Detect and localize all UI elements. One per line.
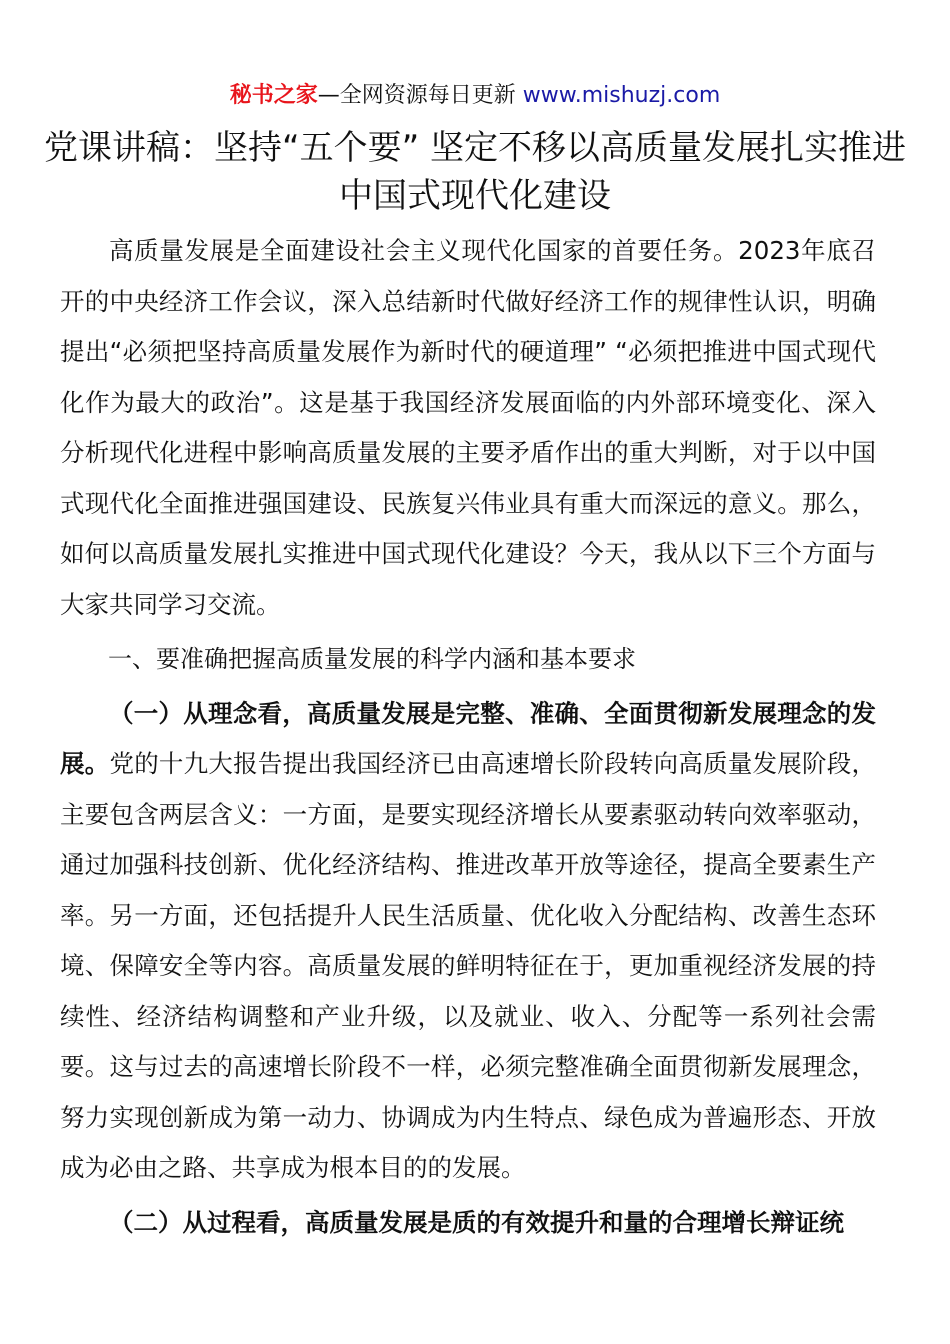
banner-tagline: —全网资源每日更新 <box>317 83 523 108</box>
section-heading: 一、要准确把握高质量发展的科学内涵和基本要求 <box>108 645 636 673</box>
document-title: 党课讲稿：坚持“五个要” 坚定不移以高质量发展扎实推进中国式现代化建设 <box>43 128 907 216</box>
banner-brand: 秘书之家 <box>229 83 318 108</box>
site-banner <box>0 80 950 112</box>
subsection-1-heading: （一）从理念看，高质量发展是完整、准确、全面贯彻新发展理念的发展。 <box>60 698 876 778</box>
subsection-1-paragraph <box>60 689 876 1194</box>
subsection-1-text: 党的十九大报告提出我国经济已由高速增长阶段转向高质量发展阶段，主要包含两层含义：一方面，是要实现经济增长从要素驱动转向效率驱动，通过加强科技创新、优化经济结构、推进改革开放等途径，提高全要素生产率。另一方面，还包括提升人民生活质量、优化收入分配结构、改善生态环境、保障安全等内容。高质量发展的鲜明特征在于，更加重视经济发展的持续性、经济结构调整和产业升级，以及就业、收入、分配等一系列社会需要。这与过去的高速增长阶段不一样，必须完整准确全面贯彻新发展理念，努力实现创新成为第一动力、协调成为内生特点、绿色成为普遍形态、开放成为必由之路、共享成为根本目的的发展。 <box>60 749 876 1182</box>
document-body <box>60 226 876 1248</box>
subsection-2-heading: （二）从过程看，高质量发展是质的有效提升和量的合理增长辩证统 <box>109 1207 844 1237</box>
intro-paragraph: 高质量发展是全面建设社会主义现代化国家的首要任务。2023年底召开的中央经济工作会议，深入总结新时代做好经济工作的规律性认识，明确提出“必须把坚持高质量发展作为新时代的硬道理” “必须把推进中国式现代化作为最大的政治”。这是基于我国经济发展面临的内外部环境变化、深入分析现代化进程中影响高质量发展的主要矛盾作出的重大判断，对于以中国式现代化全面推进强国建设、民族复兴伟业具有重大而深远的意义。那么，如何以高质量发展扎实推进中国式现代化建设？今天，我从以下三个方面与大家共同学习交流。 <box>60 236 876 619</box>
banner-site-link[interactable]: www.mishuzj.com <box>522 83 721 108</box>
subsection-2-paragraph <box>60 1198 876 1249</box>
